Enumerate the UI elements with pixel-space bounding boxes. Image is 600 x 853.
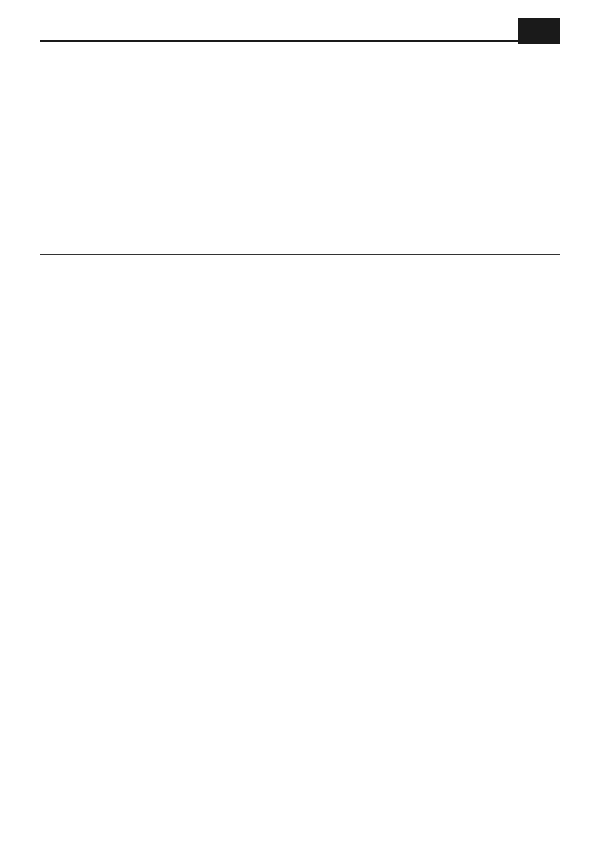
header-rule: [40, 40, 518, 42]
page-number: [518, 18, 560, 44]
listing-rule: [40, 254, 560, 255]
